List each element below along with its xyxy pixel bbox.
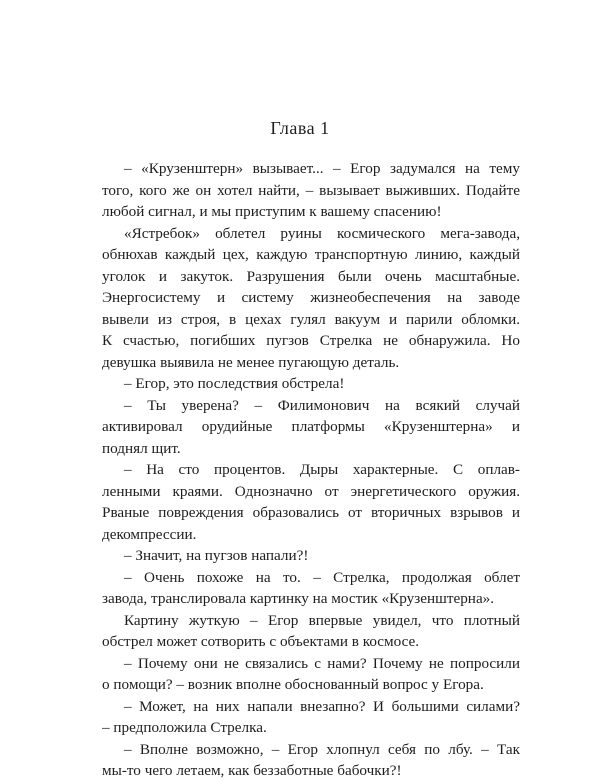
text-line: – Егор, это последствия обстрела! [124,375,345,392]
text-line: декомпрессии. [102,525,197,543]
text-line: завода, транслировала картинку на мостик «Крузенштерна». [102,590,495,607]
text-line: – «Крузенштерн» вызывает... – Егор задумался на тему [124,160,520,177]
text-line: Рваные повреждения образовались от вторичных взрывов и [102,504,520,521]
text-line: Картину жуткую – Егор впервые увидел, что плотный [124,611,520,629]
text-line: мы-то чего летаем, как беззаботные бабочки?! [102,762,402,779]
chapter-text [102,158,520,782]
text-line: – Почему они не связались с нами? Почему не попросили [124,654,520,672]
text-line: ленными краями. Однозначно от энергетического оружия. [102,482,520,500]
text-line: – Может, на них напали внезапно? И большими силами? [124,697,520,715]
text-line: – Ты уверена? – Филимонович на всякий случай [124,396,520,414]
text-line: – Очень похоже на то. – Стрелка, продолжая облет [124,568,520,586]
text-line: – Вполне возможно, – Егор хлопнул себя по лбу. – Так [124,740,520,758]
text-line: активировал орудийные платформы «Крузенштерна» и [102,418,520,435]
text-line: уголок и закуток. Разрушения были очень масштабные. [102,267,520,285]
text-line: – На сто процентов. Дыры характерные. С оплав- [124,461,520,478]
text-line: о помощи? – возник вполне обоснованный вопрос у Егора. [102,676,484,693]
text-line: того, кого же он хотел найти, – вызывает выживших. Подайте [102,181,520,199]
text-line: К счастью, погибших пугзов Стрелка не обнаружила. Но [102,332,520,349]
text-line: вывели из строя, в цехах гулял вакуум и парили обломки. [102,310,520,328]
text-line: «Ястребок» облетел руины космического мега-завода, [124,224,520,242]
text-line: девушка выявила не менее пугающую деталь. [102,353,400,371]
text-line: – предположила Стрелка. [102,719,267,736]
text-line: любой сигнал, и мы приступим к вашему спасению! [102,203,442,220]
text-line: обнюхав каждый цех, каждую транспортную линию, каждый [102,246,520,263]
chapter-title: Глава 1 [270,118,330,138]
text-line: Энергосистему и систему жизнеобеспечения на заводе [102,289,520,306]
text-line: поднял щит. [102,439,181,457]
text-line: – Значит, на пугзов напали?! [124,547,309,564]
text-line: обстрел может сотворить с объектами в космосе. [102,633,420,650]
